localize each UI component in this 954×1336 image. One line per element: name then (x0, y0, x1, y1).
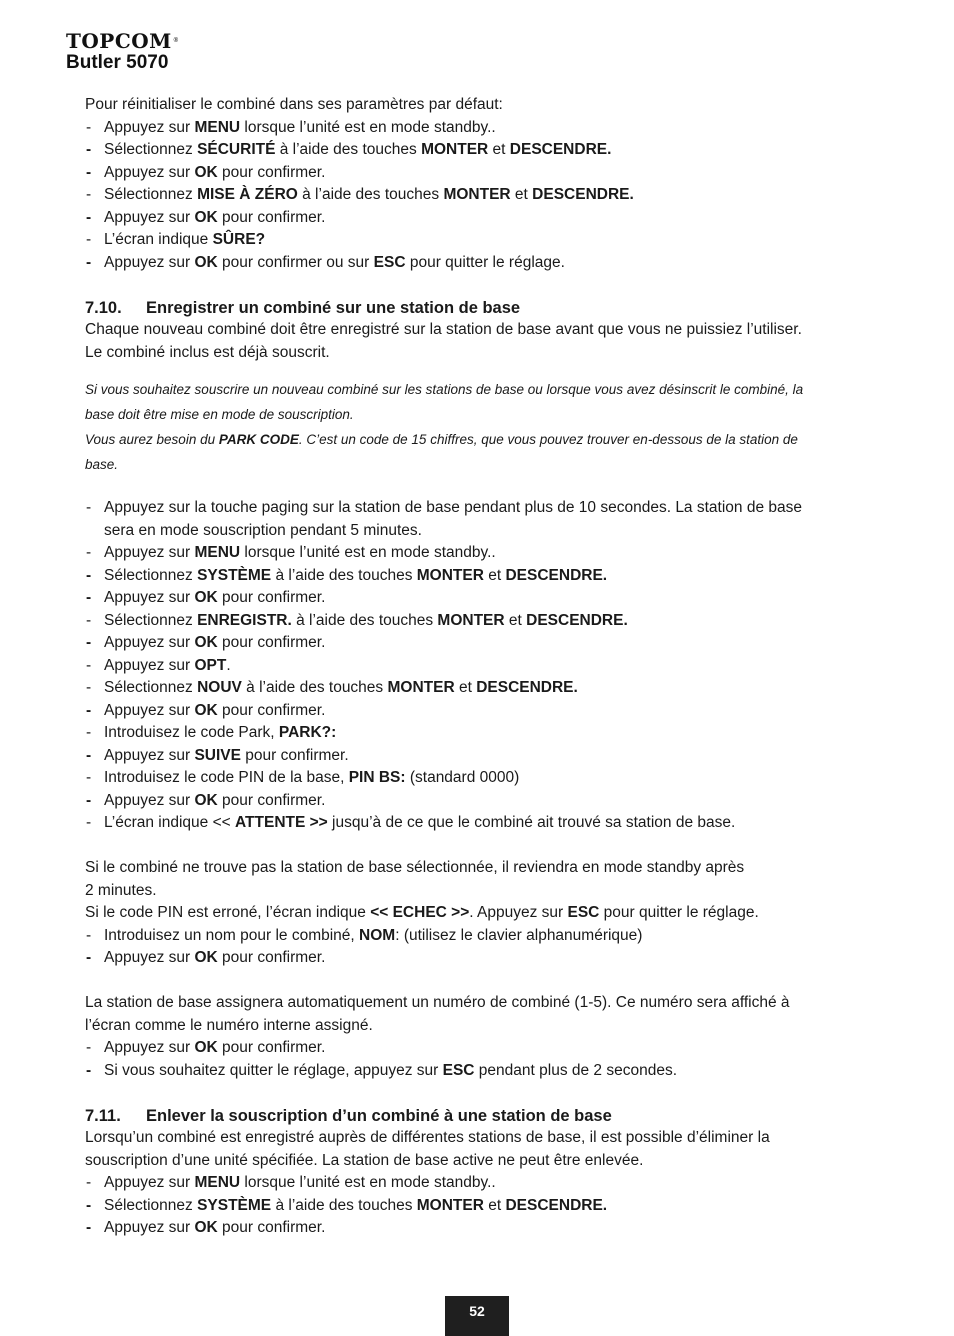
list-item: - Appuyez sur OK pour confirmer. (86, 163, 326, 181)
paragraph: Si le code PIN est erroné, l’écran indique << ECHEC >>. Appuyez sur ESC pour quitter le réglage. (85, 904, 759, 921)
section-heading-7-11: 7.11. Enlever la souscription d’un combiné à une station de base (85, 1106, 612, 1125)
list-item: - Sélectionnez SYSTÈME à l’aide des touches MONTER et DESCENDRE. (86, 566, 608, 584)
paragraph: l’écran comme le numéro interne assigné. (85, 1016, 373, 1034)
list-item: - Sélectionnez MISE À ZÉRO à l’aide des touches MONTER et DESCENDRE. (86, 186, 634, 203)
list-item: - Sélectionnez ENREGISTR. à l’aide des touches MONTER et DESCENDRE. (86, 611, 628, 629)
list-item: - Sélectionnez NOUV à l’aide des touches MONTER et DESCENDRE. (86, 679, 578, 696)
list-item: - Appuyez sur OK pour confirmer ou sur ESC pour quitter le réglage. (86, 253, 565, 271)
list-item: - Appuyez sur OK pour confirmer. (86, 1039, 326, 1056)
list-item: - Appuyez sur OK pour confirmer. (86, 208, 326, 226)
section-heading-7-10: 7.10. Enregistrer un combiné sur une station de base (85, 298, 521, 317)
paragraph: 2 minutes. (85, 881, 157, 899)
list-item: - Appuyez sur SUIVE pour confirmer. (86, 746, 349, 764)
list-item: - Appuyez sur OK pour confirmer. (86, 949, 326, 966)
list-item: - Appuyez sur OPT. (86, 656, 231, 674)
italic-note: Vous aurez besoin du PARK CODE. C’est un code de 15 chiffres, que vous pouvez trouver en-dessous de la station de (85, 432, 798, 447)
paragraph: La station de base assignera automatiquement un numéro de combiné (1-5). Ce numéro sera affiché à (85, 994, 790, 1011)
list-item: - L’écran indique SÛRE? (86, 231, 266, 248)
header (66, 30, 179, 74)
paragraph: Lorsqu’un combiné est enregistré auprès de différentes stations de base, il est possible d’éliminer la (85, 1129, 770, 1146)
list-item: - Sélectionnez SÉCURITÉ à l’aide des touches MONTER et DESCENDRE. (86, 141, 612, 158)
paragraph: souscription d’une unité spécifiée. La station de base active ne peut être enlevée. (85, 1151, 644, 1169)
paragraph: Si le combiné ne trouve pas la station de base sélectionnée, il reviendra en mode standby après (85, 859, 745, 876)
paragraph: Le combiné inclus est déjà souscrit. (85, 343, 330, 361)
page-number: 52 (445, 1296, 509, 1336)
list-item: - Appuyez sur OK pour confirmer. (86, 701, 326, 719)
list-item: - Sélectionnez SYSTÈME à l’aide des touches MONTER et DESCENDRE. (86, 1196, 608, 1214)
list-item: - Introduisez le code PIN de la base, PIN BS: (standard 0000) (86, 769, 520, 786)
list-item: - L’écran indique << ATTENTE >> jusqu’à de ce que le combiné ait trouvé sa station de base. (86, 814, 736, 831)
topcom-logo: TOPCOM® (66, 29, 180, 53)
list-item: - Appuyez sur MENU lorsque l’unité est en mode standby.. (86, 544, 496, 561)
list-item: - Appuyez sur OK pour confirmer. (86, 791, 326, 809)
reset-intro: Pour réinitialiser le combiné dans ses paramètres par défaut: (85, 96, 503, 113)
italic-note: base doit être mise en mode de souscription. (85, 407, 354, 422)
list-item: - Si vous souhaitez quitter le réglage, appuyez sur ESC pendant plus de 2 secondes. (86, 1061, 678, 1079)
list-item: - Appuyez sur la touche paging sur la station de base pendant plus de 10 secondes. La station de base sera en mode souscription pendant 5 minutes. (86, 499, 802, 539)
model-name: Butler 5070 (66, 52, 169, 73)
italic-note: Si vous souhaitez souscrire un nouveau combiné sur les stations de base ou lorsque vous avez désinscrit le combiné, la (85, 382, 804, 397)
list-item: - Appuyez sur MENU lorsque l’unité est en mode standby.. (86, 1174, 496, 1191)
list-item: - Appuyez sur OK pour confirmer. (86, 1219, 326, 1236)
list-item: - Appuyez sur OK pour confirmer. (86, 634, 326, 651)
list-item: - Introduisez le code Park, PARK?: (86, 724, 337, 741)
paragraph: Chaque nouveau combiné doit être enregistré sur la station de base avant que vous ne puissiez l’utiliser. (85, 321, 802, 338)
page-content (85, 94, 889, 1240)
list-item: - Appuyez sur OK pour confirmer. (86, 589, 326, 606)
list-item: - Introduisez un nom pour le combiné, NOM: (utilisez le clavier alphanumérique) (86, 926, 643, 944)
italic-note: base. (85, 457, 119, 472)
list-item: - Appuyez sur MENU lorsque l’unité est en mode standby.. (86, 118, 496, 136)
